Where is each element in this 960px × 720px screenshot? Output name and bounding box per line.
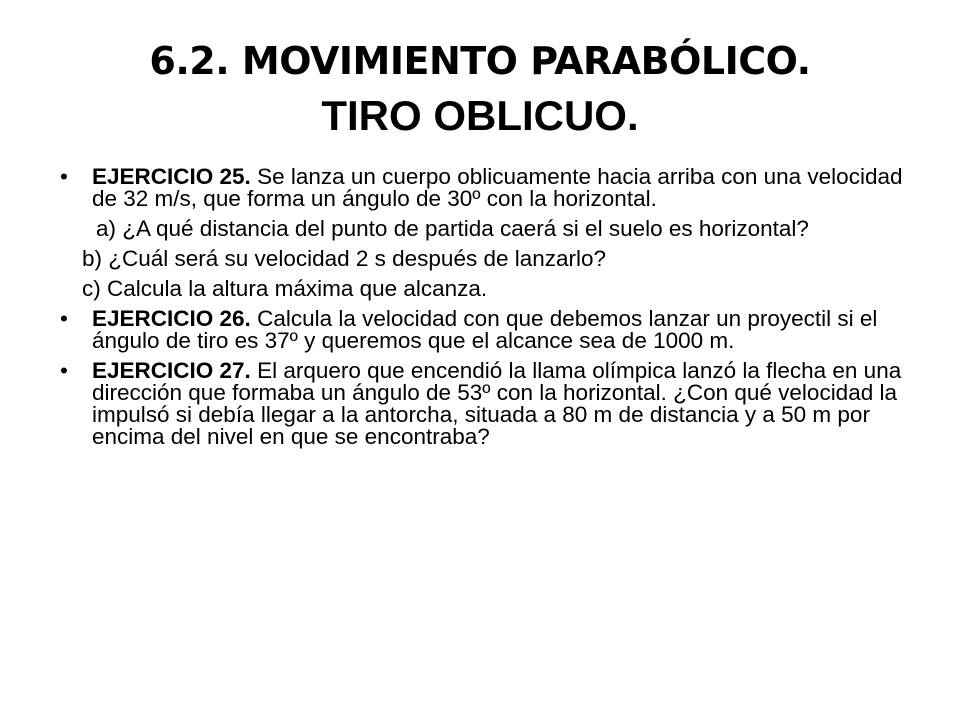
exercise-25 (60, 166, 910, 210)
exercise-text: El arquero que encendió la llama olímpica lanzó la flecha en una dirección que formaba un ángulo de 53º con la horizontal. ¿Con qué velocidad la impulsó si debía llegar a la antorcha, situada a 80 m de distancia y a 50 m por encima del nivel en que se encontraba? (92, 358, 902, 449)
subitem-text: c) Calcula la altura máxima que alcanza. (82, 276, 488, 301)
subitem-c (60, 278, 910, 300)
bullet-icon: • (60, 358, 68, 383)
subitem-a (60, 218, 910, 240)
exercise-27 (60, 360, 910, 448)
subitem-b (60, 248, 910, 270)
exercise-text: Se lanza un cuerpo oblicuamente hacia arriba con una velocidad de 32 m/s, que forma un ángulo de 30º con la horizontal. (92, 164, 903, 211)
subitem-text: b) ¿Cuál será su velocidad 2 s después de lanzarlo? (82, 246, 607, 271)
exercise-label: EJERCICIO 26. (92, 306, 251, 331)
title-line-1: 6.2. MOVIMIENTO PARABÓLICO. (149, 39, 811, 83)
title-line-2: TIRO OBLICUO. (321, 92, 639, 139)
bullet-icon: • (60, 164, 68, 189)
slide-title (0, 36, 960, 146)
bullet-icon: • (60, 306, 68, 331)
exercise-26 (60, 308, 910, 352)
exercise-list (60, 166, 910, 456)
exercise-text: Calcula la velocidad con que debemos lanzar un proyectil si el ángulo de tiro es 37º y queremos que el alcance sea de 1000 m. (92, 306, 878, 353)
exercise-label: EJERCICIO 25. (92, 164, 251, 189)
subitem-text: a) ¿A qué distancia del punto de partida caerá si el suelo es horizontal? (96, 216, 809, 241)
exercise-label: EJERCICIO 27. (92, 358, 251, 383)
